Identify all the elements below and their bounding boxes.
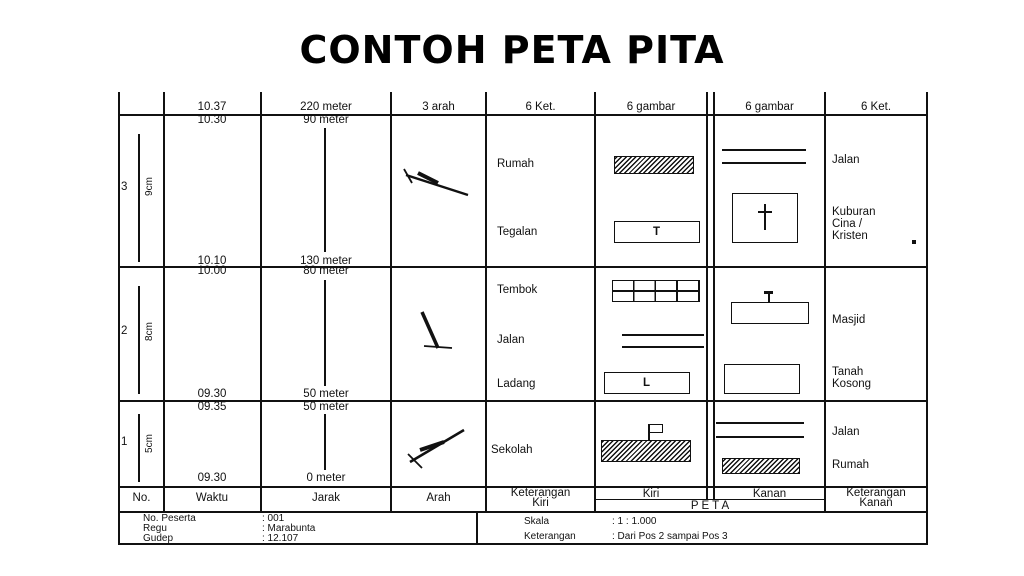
- direction-arrow-icon: [400, 424, 470, 470]
- road-symbol-line2: [722, 162, 806, 164]
- header-notes-right: 6 Ket.: [860, 101, 892, 113]
- section-2-time-start: 10.00: [197, 265, 227, 277]
- field-symbol-icon: T: [614, 221, 700, 243]
- footer-right-notes: Keterangan Kanan: [846, 487, 906, 509]
- school-symbol-icon: [601, 440, 691, 462]
- team-label: Regu: [143, 523, 167, 534]
- section-3-dist-start: 90 meter: [303, 114, 349, 126]
- team-value: : Marabunta: [262, 523, 316, 534]
- direction-arrow-icon: [410, 306, 460, 356]
- mosque-symbol-icon: [731, 302, 809, 324]
- section-2-note-tanah: Tanah Kosong: [832, 366, 872, 390]
- header-notes-left: 6 Ket.: [525, 101, 556, 113]
- col-line-5: [594, 92, 596, 512]
- frame-bottom: [118, 543, 928, 545]
- section-2-track: [324, 280, 326, 386]
- frame-right: [926, 92, 928, 544]
- header-time: 10.37: [197, 101, 227, 113]
- length-bar-2: [138, 286, 140, 394]
- section-2-note-ladang: Ladang: [497, 378, 536, 390]
- road-symbol-line2: [622, 346, 704, 348]
- footer-time: Waktu: [195, 492, 229, 504]
- section-2-no: 2: [121, 325, 128, 337]
- header-directions: 3 arah: [422, 101, 455, 113]
- frame-left: [118, 92, 120, 544]
- section-3-length: 9cm: [143, 177, 155, 196]
- section-1-length: 5cm: [143, 434, 155, 453]
- section-3-time-end: 10.10: [197, 255, 227, 267]
- header-images-right: 6 gambar: [745, 101, 794, 113]
- section-2-dist-start: 80 meter: [303, 265, 349, 277]
- section-1-no: 1: [121, 436, 128, 448]
- section-1-time-start: 09.35: [197, 401, 227, 413]
- wall-symbol-icon: [612, 280, 700, 302]
- footer-map: P E T A: [690, 500, 730, 512]
- footer-right: Kanan: [752, 488, 787, 500]
- direction-arrow-icon: [398, 165, 478, 205]
- section-3-note-tegalan: Tegalan: [497, 226, 538, 238]
- mosque-top: [764, 291, 773, 294]
- scale-label: Skala: [524, 516, 550, 527]
- section-3-note-rumah: Rumah: [497, 158, 535, 170]
- col-line-6b: [713, 92, 715, 499]
- header-distance: 220 meter: [300, 101, 352, 113]
- section-3-time-start: 10.30: [197, 114, 227, 126]
- gudep-label: Gudep: [143, 533, 174, 544]
- slide-title: CONTOH PETA PITA: [299, 28, 725, 72]
- col-line-4: [485, 92, 487, 512]
- house-symbol-icon: [614, 156, 694, 174]
- desc-value: : Dari Pos 2 sampai Pos 3: [612, 531, 728, 542]
- footer-no: No.: [132, 492, 151, 504]
- section-3-dist-end: 130 meter: [300, 255, 352, 267]
- footer-distance: Jarak: [311, 492, 341, 504]
- section-3-note-jalan: Jalan: [832, 154, 860, 166]
- section-2-note-tembok: Tembok: [497, 284, 538, 296]
- dot-mark: [912, 240, 916, 244]
- section-1-note-sekolah: Sekolah: [491, 444, 533, 456]
- farm-field-icon: L: [604, 372, 690, 394]
- section-1-time-end: 09.30: [197, 472, 227, 484]
- road-symbol-icon: [622, 334, 704, 336]
- section-2-note-masjid: Masjid: [832, 314, 866, 326]
- section-2-note-jalan: Jalan: [497, 334, 525, 346]
- footer-left: Kiri: [642, 488, 660, 500]
- road-symbol-line2: [716, 436, 804, 438]
- gudep-value: : 12.107: [262, 533, 299, 544]
- participant-label: No. Peserta: [143, 513, 196, 524]
- col-line-6a: [706, 92, 708, 499]
- road-symbol-icon: [716, 422, 804, 424]
- section-2-dist-end: 50 meter: [303, 388, 349, 400]
- school-flag-icon: [649, 424, 663, 433]
- section-1-note-rumah: Rumah: [832, 459, 870, 471]
- section-2-time-end: 09.30: [197, 388, 227, 400]
- col-line-2: [260, 92, 262, 512]
- section-2-length: 8cm: [143, 322, 155, 341]
- section-3-note-kuburan: Kuburan Cina / Kristen: [832, 206, 876, 242]
- col-line-3: [390, 92, 392, 512]
- christian-cemetery-icon: [732, 193, 798, 243]
- section-3-track: [324, 128, 326, 252]
- section-1-dist-end: 0 meter: [306, 472, 346, 484]
- empty-land-icon: [724, 364, 800, 394]
- road-symbol-icon: [722, 149, 806, 151]
- participant-value: : 001: [262, 513, 285, 524]
- section-1-track: [324, 414, 326, 470]
- footer-left-notes: Keterangan Kiri: [510, 487, 571, 509]
- desc-label: Keterangan: [524, 531, 576, 542]
- length-bar-3: [138, 134, 140, 262]
- section-3-no: 3: [121, 181, 128, 193]
- house-symbol-icon: [722, 458, 800, 474]
- col-line-1: [163, 92, 165, 512]
- header-images-left: 6 gambar: [626, 101, 676, 113]
- section-1-note-jalan: Jalan: [832, 426, 860, 438]
- scale-value: : 1 : 1.000: [612, 516, 657, 527]
- section-1-dist-start: 50 meter: [303, 401, 349, 413]
- footer-direction: Arah: [426, 492, 451, 504]
- length-bar-1: [138, 414, 140, 482]
- info-divider: [476, 512, 478, 544]
- col-line-7: [824, 92, 826, 512]
